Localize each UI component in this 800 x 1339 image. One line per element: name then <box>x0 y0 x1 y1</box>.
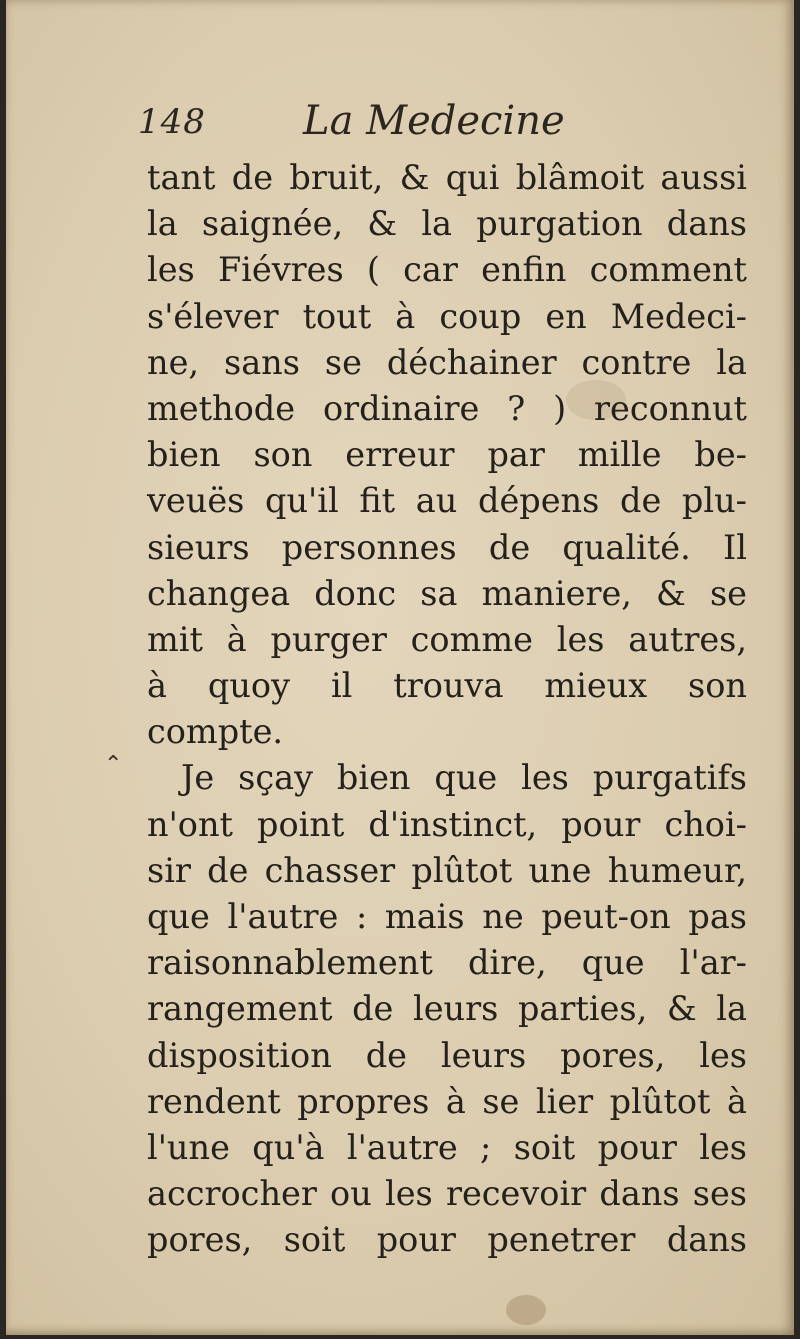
text-line: sieurs personnes de qualité. Il <box>147 527 747 567</box>
text-line: rangement de leurs parties, & la <box>147 989 747 1029</box>
text-line: veuës qu'il fit au dépens de plu- <box>147 481 747 521</box>
text-line: methode ordinaire ? ) reconnut <box>147 388 747 428</box>
text-line: raisonnablement dire, que l'ar- <box>147 943 747 983</box>
text-line: les Fiévres ( car enfin comment <box>147 250 747 290</box>
page-number: 148 <box>138 102 206 142</box>
paper-stain <box>506 1295 546 1325</box>
text-line: changea donc sa maniere, & se <box>147 573 747 613</box>
text-line: à quoy il trouva mieux son <box>147 666 747 706</box>
margin-mark: ⌃ <box>104 752 123 777</box>
text-line: bien son erreur par mille be- <box>147 435 747 475</box>
body-text <box>147 155 747 1264</box>
text-line: compte. <box>147 712 284 752</box>
text-line: tant de bruit, & qui blâmoit aussi <box>147 158 747 197</box>
page-header <box>138 98 738 150</box>
text-line: disposition de leurs pores, les <box>147 1035 747 1075</box>
text-line: mit à purger comme les autres, <box>147 619 747 659</box>
text-line: Je sçay bien que les purgatifs <box>181 758 747 798</box>
text-line: n'ont point d'instinct, pour choi- <box>147 804 747 844</box>
text-line: s'élever tout à coup en Medeci- <box>147 296 747 336</box>
text-line: rendent propres à se lier plûtot à <box>147 1081 747 1121</box>
text-line: accrocher ou les recevoir dans ses <box>147 1174 747 1214</box>
text-line: pores, soit pour penetrer dans <box>147 1220 747 1260</box>
book-page <box>6 0 794 1335</box>
text-line: que l'autre : mais ne peut-on pas <box>147 897 747 936</box>
running-head: La Medecine <box>303 98 565 144</box>
text-line: la saignée, & la purgation dans <box>147 204 747 244</box>
text-line: l'une qu'à l'autre ; soit pour les <box>147 1127 747 1167</box>
text-line: sir de chasser plûtot une humeur, <box>147 850 747 890</box>
text-line: ne, sans se déchainer contre la <box>147 342 747 382</box>
